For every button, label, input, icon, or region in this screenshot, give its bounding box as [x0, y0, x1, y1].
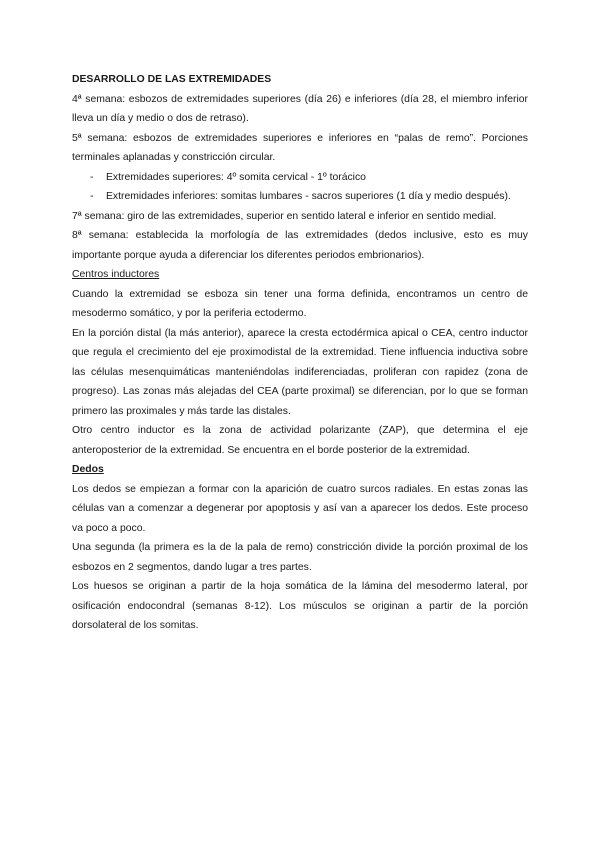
list-item-text: Extremidades superiores: 4º somita cervical - 1º torácico — [106, 171, 366, 183]
list-item — [72, 187, 528, 207]
paragraph-centros-2: En la porción distal (la más anterior), aparece la cresta ectodérmica apical o CEA, centro inductor que regula el crecimiento del eje proximodistal de la extremidad. Tiene influencia inductiva sobre las células mesenquimáticas manteniéndolas indiferenciadas, proliferan con rapidez (zona de progreso). Las zonas más alejadas del CEA (parte proximal) se diferencian, por lo que se forman primero las proximales y más tarde las distales. — [72, 327, 528, 417]
document-page — [72, 70, 528, 636]
paragraph-week-4: 4ª semana: esbozos de extremidades superiores (día 26) e inferiores (día 28, el miembro inferior lleva un día y medio o dos de retraso). — [72, 93, 528, 124]
paragraph-week-5: 5ª semana: esbozos de extremidades superiores e inferiores en “palas de remo”. Porciones terminales aplanadas y constricción circular. — [72, 132, 528, 163]
list-item-text: Extremidades inferiores: somitas lumbares - sacros superiores (1 día y medio después). — [106, 191, 511, 202]
paragraph-dedos-3: Los huesos se originan a partir de la hoja somática de la lámina del mesodermo lateral, por osificación endocondral (semanas 8-12). Los músculos se originan a partir de la porción dorsolateral de los somitas. — [72, 581, 528, 631]
paragraph-week-7: 7ª semana: giro de las extremidades, superior en sentido lateral e inferior en sentido medial. — [72, 210, 497, 222]
document-title: DESARROLLO DE LAS EXTREMIDADES — [72, 74, 272, 85]
list-item — [72, 168, 528, 188]
dash-bullet: - — [90, 171, 94, 183]
paragraph-week-8: 8ª semana: establecida la morfología de las extremidades (dedos inclusive, esto es muy importante porque ayuda a diferenciar los diferentes periodos embrionarios). — [72, 230, 528, 261]
paragraph-dedos-2: Una segunda (la primera es la de la pala de remo) constricción divide la porción proximal de los esbozos en 2 segmentos, dando lugar a tres partes. — [72, 542, 528, 573]
heading-dedos: Dedos — [72, 464, 104, 475]
paragraph-centros-3: Otro centro inductor es la zona de actividad polarizante (ZAP), que determina el eje anteroposterior de la extremidad. Se encuentra en el borde posterior de la extremidad. — [72, 425, 528, 456]
paragraph-dedos-1: Los dedos se empiezan a formar con la aparición de cuatro surcos radiales. En estas zonas las células van a comenzar a degenerar por apoptosis y así van a aparecer los dedos. Este proceso va poco a poco. — [72, 483, 528, 534]
dash-bullet: - — [90, 191, 94, 202]
heading-centros-inductores: Centros inductores — [72, 269, 160, 280]
limb-list — [72, 168, 528, 207]
paragraph-centros-1: Cuando la extremidad se esboza sin tener una forma definida, encontramos un centro de mesodermo somático, y por la periferia ectodermo. — [72, 288, 528, 319]
